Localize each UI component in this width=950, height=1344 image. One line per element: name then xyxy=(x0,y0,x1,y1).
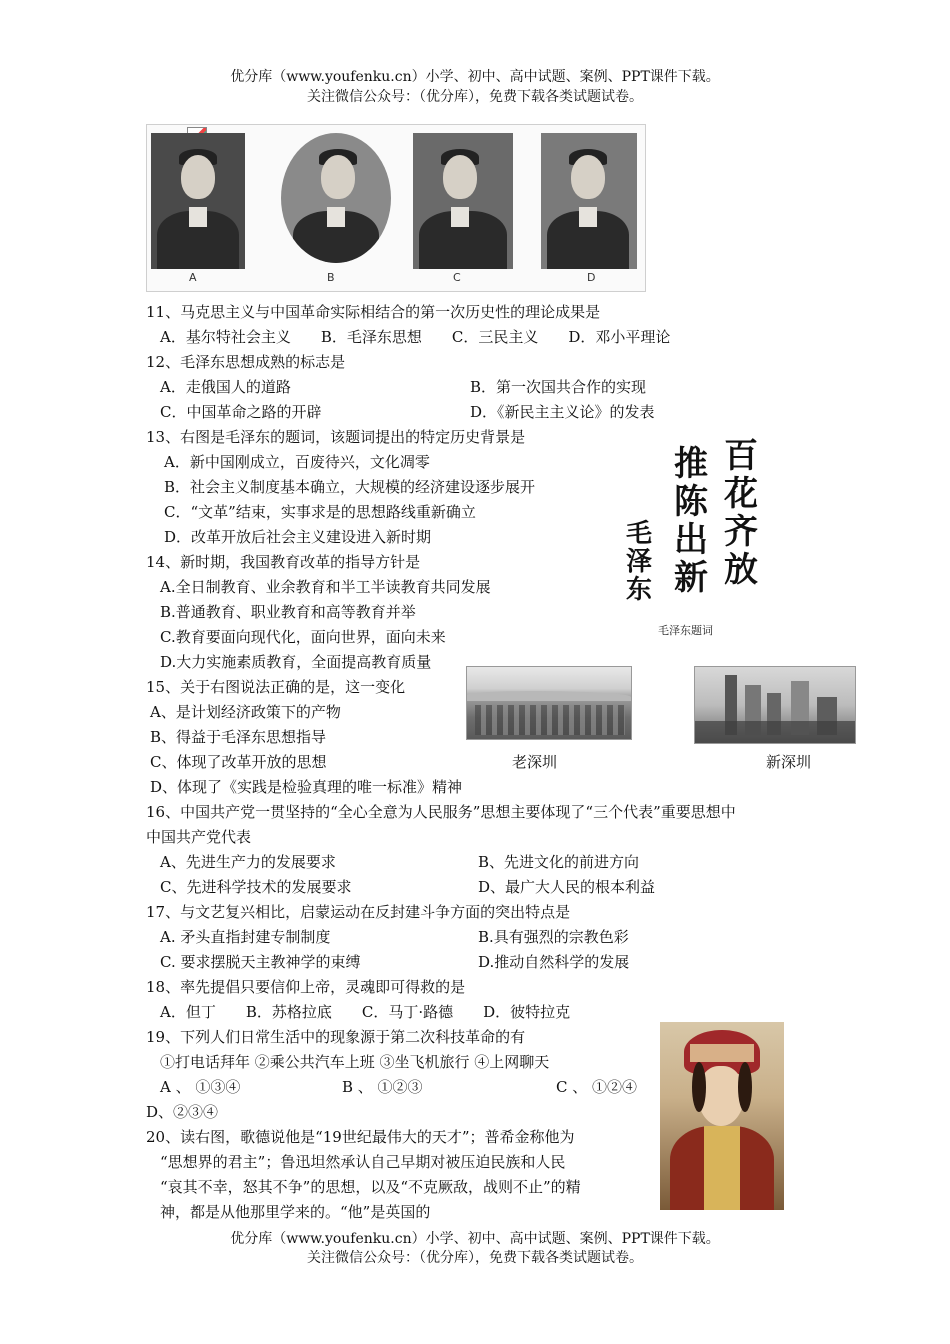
calligraphy-char: 东 xyxy=(626,575,653,605)
q12-option-d: D．《新民主主义论》的发表 xyxy=(470,403,655,421)
footer-line-2: 关注微信公众号：（优分库），免费下载各类试题试卷。 xyxy=(307,1250,643,1266)
q12-option-a: A．走俄国人的道路 xyxy=(160,378,291,396)
q14-option-d: D.大力实施素质教育，全面提高教育质量 xyxy=(160,653,432,671)
q20-line-3: “哀其不幸，怒其不争”的思想，以及“不克厥敌，战则不止”的精 xyxy=(160,1178,581,1196)
byron-portrait xyxy=(660,1022,784,1210)
q20-line-2: “思想界的君主”；鲁迅坦然承认自己早期对被压迫民族和人民 xyxy=(160,1153,566,1171)
q16-stem-line-2: 中国共产党代表 xyxy=(146,828,252,846)
q15-stem: 15、关于右图说法正确的是，这一变化 xyxy=(146,678,406,696)
calligraphy-char: 泽 xyxy=(626,547,653,577)
calligraphy-char: 毛 xyxy=(626,519,653,549)
q19-items: ①打电话拜年 ②乘公共汽车上班 ③坐飞机旅行 ④上网聊天 xyxy=(160,1053,550,1071)
portrait-a xyxy=(151,133,245,269)
q16-option-d: D、最广大人民的根本利益 xyxy=(478,878,656,896)
calligraphy-caption: 毛泽东题词 xyxy=(658,624,713,637)
old-shenzhen-photo xyxy=(466,666,632,740)
portrait-strip xyxy=(146,124,646,292)
q13-option-c: C．“文革”结束，实事求是的思想路线重新确立 xyxy=(164,503,476,521)
q13-option-a: A．新中国刚成立，百废待兴，文化凋零 xyxy=(164,453,430,471)
header-line-1: 优分库（www.youfenku.cn）小学、初中、高中试题、案例、PPT课件下载。 xyxy=(230,69,720,85)
q17-option-a: A. 矛头直指封建专制制度 xyxy=(160,928,331,946)
calligraphy-char: 花 xyxy=(724,474,758,514)
q12-option-c: C．中国革命之路的开辟 xyxy=(160,403,322,421)
calligraphy-char: 陈 xyxy=(674,482,708,522)
q20-line-4: 神，都是从他那里学来的。“他”是英国的 xyxy=(160,1203,431,1221)
q19-option-b: B 、 ①②③ xyxy=(342,1078,423,1096)
calligraphy-char: 推 xyxy=(674,444,708,484)
q14-stem: 14、新时期，我国教育改革的指导方针是 xyxy=(146,553,421,571)
q15-option-a: A、是计划经济政策下的产物 xyxy=(150,703,341,721)
q17-stem: 17、与文艺复兴相比，启蒙运动在反封建斗争方面的突出特点是 xyxy=(146,903,571,921)
q19-option-a: A 、 ①③④ xyxy=(160,1078,241,1096)
mao-calligraphy-image xyxy=(612,438,762,608)
q14-option-c: C.教育要面向现代化，面向世界，面向未来 xyxy=(160,628,446,646)
q12-stem: 12、毛泽东思想成熟的标志是 xyxy=(146,353,346,371)
q15-option-d: D、体现了《实践是检验真理的唯一标准》精神 xyxy=(150,778,463,796)
calligraphy-char: 出 xyxy=(674,520,708,560)
q13-stem: 13、右图是毛泽东的题词，该题词提出的特定历史背景是 xyxy=(146,428,526,446)
q14-option-b: B.普通教育、职业教育和高等教育并举 xyxy=(160,603,416,621)
q19-option-c: C 、 ①②④ xyxy=(556,1078,638,1096)
q20-line-1: 20、读右图，歌德说他是“19世纪最伟大的天才”；普希金称他为 xyxy=(146,1128,575,1146)
q14-option-a: A.全日制教育、业余教育和半工半读教育共同发展 xyxy=(160,578,491,596)
q16-stem-line-1: 16、中国共产党一贯坚持的“全心全意为人民服务”思想主要体现了“三个代表”重要思想中 xyxy=(146,803,736,821)
portrait-b xyxy=(281,133,391,263)
portrait-label-b: B xyxy=(327,271,335,284)
q15-option-b: B、得益于毛泽东思想指导 xyxy=(150,728,327,746)
old-shenzhen-caption: 老深圳 xyxy=(512,753,558,771)
calligraphy-char: 新 xyxy=(674,558,708,598)
q11-options: A．基尔特社会主义 B．毛泽东思想 C．三民主义 D．邓小平理论 xyxy=(160,328,671,346)
q17-option-b: B.具有强烈的宗教色彩 xyxy=(478,928,629,946)
q12-option-b: B．第一次国共合作的实现 xyxy=(470,378,647,396)
portrait-c xyxy=(413,133,513,269)
q17-option-c: C. 要求摆脱天主教神学的束缚 xyxy=(160,953,361,971)
calligraphy-char: 放 xyxy=(724,550,758,590)
q16-option-c: C、先进科学技术的发展要求 xyxy=(160,878,352,896)
q18-stem: 18、率先提倡只要信仰上帝，灵魂即可得救的是 xyxy=(146,978,466,996)
footer-line-1: 优分库（www.youfenku.cn）小学、初中、高中试题、案例、PPT课件下载。 xyxy=(230,1231,720,1247)
calligraphy-char: 百 xyxy=(724,436,758,476)
q17-option-d: D.推动自然科学的发展 xyxy=(478,953,630,971)
portrait-label-a: A xyxy=(189,271,197,284)
q11-stem: 11、马克思主义与中国革命实际相结合的第一次历史性的理论成果是 xyxy=(146,303,601,321)
new-shenzhen-caption: 新深圳 xyxy=(766,753,812,771)
q16-option-a: A、先进生产力的发展要求 xyxy=(160,853,336,871)
calligraphy-char: 齐 xyxy=(724,512,758,552)
q15-option-c: C、体现了改革开放的思想 xyxy=(150,753,327,771)
q13-option-b: B．社会主义制度基本确立，大规模的经济建设逐步展开 xyxy=(164,478,536,496)
portrait-label-d: D xyxy=(587,271,596,284)
q19-option-d: D、②③④ xyxy=(146,1103,219,1121)
header-line-2: 关注微信公众号：（优分库），免费下载各类试题试卷。 xyxy=(307,89,643,105)
q16-option-b: B、先进文化的前进方向 xyxy=(478,853,640,871)
portrait-d xyxy=(541,133,637,269)
q13-option-d: D．改革开放后社会主义建设进入新时期 xyxy=(164,528,432,546)
portrait-label-c: C xyxy=(453,271,461,284)
q18-options: A．但丁 B．苏格拉底 C．马丁·路德 D．彼特拉克 xyxy=(160,1003,571,1021)
new-shenzhen-photo xyxy=(694,666,856,744)
q19-stem: 19、下列人们日常生活中的现象源于第二次科技革命的有 xyxy=(146,1028,526,1046)
